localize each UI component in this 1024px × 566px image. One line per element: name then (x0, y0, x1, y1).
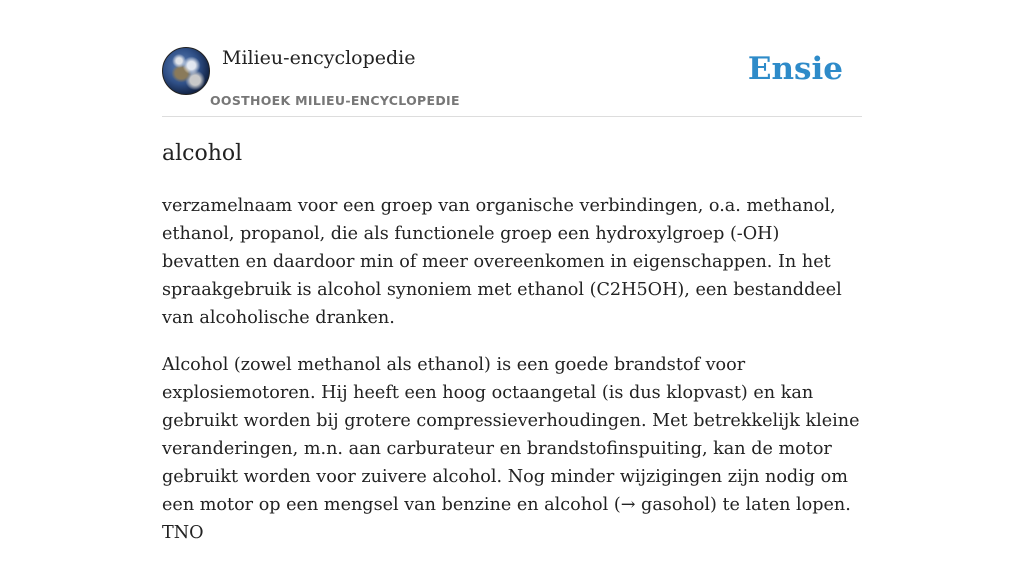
entry-definition (162, 192, 862, 566)
entry-term: alcohol (162, 141, 243, 166)
site-header (162, 0, 862, 117)
site-subtitle: OOSTHOEK MILIEU-ENCYCLOPEDIE (210, 93, 460, 108)
site-name[interactable]: Milieu-encyclopedie (222, 47, 416, 69)
page (162, 0, 862, 543)
definition-paragraph-1: verzamelnaam voor een groep van organische verbindingen, o.a. methanol, ethanol, propanol, die als functionele groep een hydroxylgroep (-OH) bevatten en daardoor min of meer overeenkomen in eigenschappen. In het spraakgebruik is alcohol synoniem met ethanol (C2H5OH), een bestanddeel van alcoholische dranken. (162, 196, 842, 328)
ensie-logo-link[interactable]: Ensie (747, 51, 843, 87)
definition-paragraph-2: Alcohol (zowel methanol als ethanol) is een goede brandstof voor explosiemotoren. Hij heeft een hoog octaangetal (is dus klopvast) en kan gebruikt worden bij grotere compressieverhoudingen. Met betrekkelijk kleine veranderingen, m.n. aan carburateur en brandstofinspuiting, kan de motor gebruikt worden voor zuivere alcohol. Nog minder wijzigingen zijn nodig om een motor op een mengsel van benzine en alcohol (→ gasohol) te laten lopen. TNO (162, 355, 860, 543)
earth-globe-icon[interactable] (162, 47, 210, 95)
